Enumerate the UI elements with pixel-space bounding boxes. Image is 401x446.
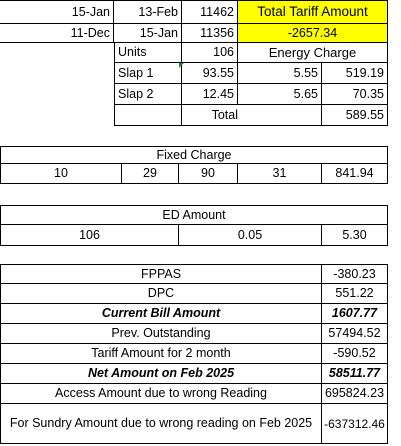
summary-value-current-bill[interactable]: 1607.77 bbox=[322, 304, 388, 324]
summary-value-access-amount[interactable]: 695824.23 bbox=[322, 384, 388, 404]
cell-row2-date-to[interactable]: 15-Jan bbox=[114, 24, 182, 43]
fixed-value-3[interactable]: 90 bbox=[179, 164, 238, 184]
summary-label-prev-outstanding[interactable]: Prev. Outstanding bbox=[0, 324, 322, 344]
summary-label-sundry-amount[interactable]: For Sundry Amount due to wrong reading on Feb 2025 bbox=[0, 404, 322, 444]
fixed-value-2[interactable]: 29 bbox=[122, 164, 179, 184]
fixed-value-4[interactable]: 31 bbox=[238, 164, 322, 184]
slab2-label[interactable]: Slap 2 bbox=[114, 84, 182, 105]
summary-label-fppas[interactable]: FPPAS bbox=[0, 264, 322, 284]
summary-value-net-amount[interactable]: 58511.77 bbox=[322, 364, 388, 384]
summary-value-sundry-amount[interactable]: -637312.46 bbox=[322, 404, 388, 444]
energy-total-amount[interactable]: 589.55 bbox=[322, 105, 388, 126]
total-empty-b[interactable] bbox=[238, 105, 322, 126]
summary-label-dpc[interactable]: DPC bbox=[0, 284, 322, 304]
ed-units[interactable]: 106 bbox=[0, 225, 179, 246]
summary-value-tariff-2-month[interactable]: -590.52 bbox=[322, 344, 388, 364]
ed-rate[interactable]: 0.05 bbox=[179, 225, 322, 246]
slab1-rate[interactable]: 5.55 bbox=[238, 63, 322, 84]
total-tariff-amount-label[interactable]: Total Tariff Amount bbox=[238, 0, 388, 24]
ed-amount-title[interactable]: ED Amount bbox=[0, 205, 388, 225]
slab1-amount[interactable]: 519.19 bbox=[322, 63, 388, 84]
summary-value-prev-outstanding[interactable]: 57494.52 bbox=[322, 324, 388, 344]
slab1-label[interactable]: Slap 1 bbox=[114, 63, 182, 84]
total-tariff-amount-value[interactable]: -2657.34 bbox=[238, 24, 388, 43]
cell-row1-date-from[interactable]: 15-Jan bbox=[0, 0, 114, 24]
cell-row1-date-to[interactable]: 13-Feb bbox=[114, 0, 182, 24]
energy-charge-header[interactable]: Energy Charge bbox=[238, 43, 388, 63]
energy-total-label[interactable]: Total bbox=[182, 105, 238, 126]
slab2-units[interactable]: 12.45 bbox=[182, 84, 238, 105]
units-value[interactable]: 106 bbox=[182, 43, 238, 63]
ed-amount-value[interactable]: 5.30 bbox=[322, 225, 388, 246]
slab1-units[interactable]: 93.55 bbox=[182, 63, 238, 84]
slab2-rate[interactable]: 5.65 bbox=[238, 84, 322, 105]
total-empty-a[interactable] bbox=[114, 105, 182, 126]
summary-label-current-bill[interactable]: Current Bill Amount bbox=[0, 304, 322, 324]
summary-label-net-amount[interactable]: Net Amount on Feb 2025 bbox=[0, 364, 322, 384]
cell-row1-reading[interactable]: 11462 bbox=[182, 0, 238, 24]
summary-label-access-amount[interactable]: Access Amount due to wrong Reading bbox=[0, 384, 322, 404]
cell-row2-date-from[interactable]: 11-Dec bbox=[0, 24, 114, 43]
slab2-amount[interactable]: 70.35 bbox=[322, 84, 388, 105]
fixed-charge-amount[interactable]: 841.94 bbox=[322, 164, 388, 184]
fixed-value-1[interactable]: 10 bbox=[0, 164, 122, 184]
fixed-charge-title[interactable]: Fixed Charge bbox=[0, 146, 388, 164]
summary-label-tariff-2-month[interactable]: Tariff Amount for 2 month bbox=[0, 344, 322, 364]
summary-value-dpc[interactable]: 551.22 bbox=[322, 284, 388, 304]
units-label[interactable]: Units bbox=[114, 43, 182, 63]
summary-value-fppas[interactable]: -380.23 bbox=[322, 264, 388, 284]
cell-row2-reading[interactable]: 11356 bbox=[182, 24, 238, 43]
